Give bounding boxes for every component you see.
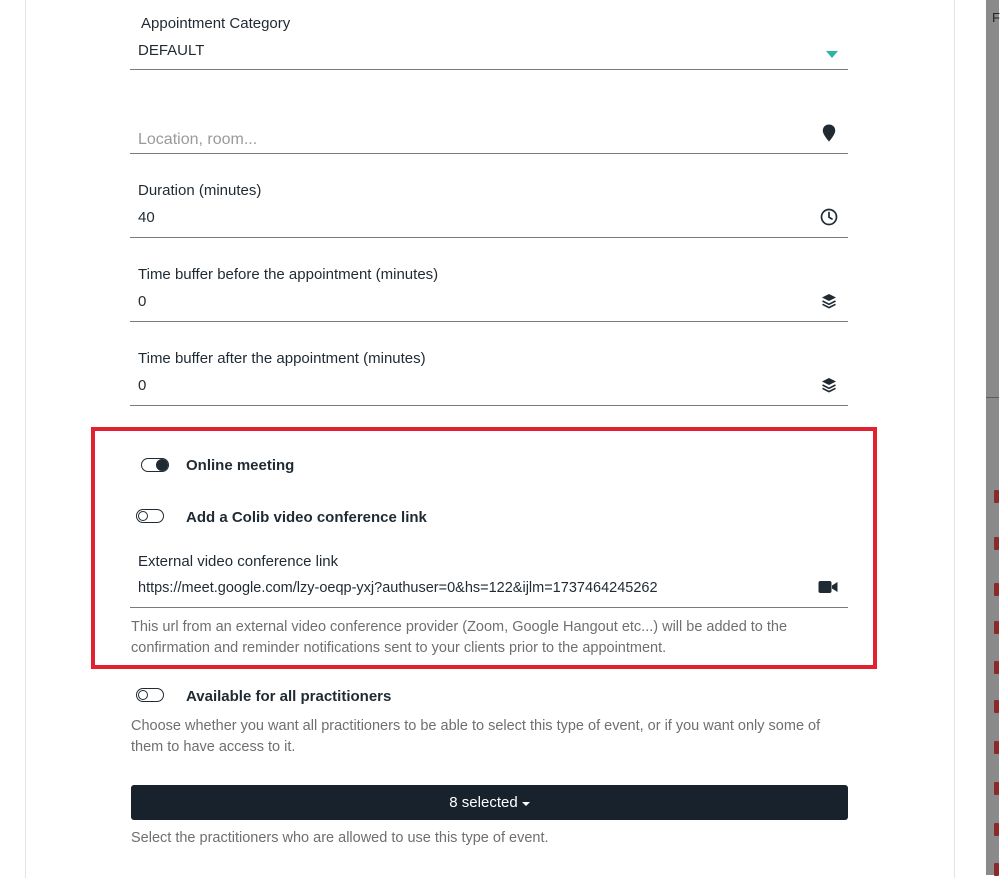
location-field[interactable] <box>130 100 848 154</box>
online-meeting-toggle[interactable] <box>141 458 169 472</box>
toggle-knob <box>138 690 148 700</box>
duration-label: Duration (minutes) <box>138 182 262 199</box>
background-delete-icon <box>994 583 999 596</box>
buffer-after-input[interactable]: 0 <box>138 377 147 394</box>
background-delete-icon <box>994 700 999 713</box>
background-delete-icon <box>994 490 999 503</box>
background-delete-icon <box>994 863 999 876</box>
background-divider <box>986 397 999 398</box>
buffer-before-label: Time buffer before the appointment (minutes) <box>138 266 439 283</box>
clock-icon <box>820 208 838 226</box>
background-delete-icon <box>994 823 999 836</box>
all-practitioners-label: Available for all practitioners <box>186 688 392 705</box>
external-link-help: This url from an external video conference provider (Zoom, Google Hangout etc...) will be added to the confirmation and reminder notifications sent to your clients prior to the appointment. <box>131 619 788 656</box>
background-delete-icon <box>994 621 999 634</box>
external-link-input[interactable]: https://meet.google.com/lzy-oeqp-yxj?authuser=0&hs=122&ijlm=1737464245262 <box>138 580 658 596</box>
colib-link-toggle[interactable] <box>136 509 164 523</box>
practitioners-select-label: 8 selected <box>449 794 518 811</box>
background-edge-glyph: F <box>992 10 1000 25</box>
practitioners-select-help: Select the practitioners who are allowed to use this type of event. <box>131 830 549 846</box>
buffer-after-label: Time buffer after the appointment (minutes) <box>138 350 426 367</box>
toggle-knob <box>156 459 168 471</box>
all-practitioners-toggle[interactable] <box>136 688 164 702</box>
external-link-label: External video conference link <box>138 553 339 570</box>
buffer-before-input[interactable]: 0 <box>138 293 147 310</box>
map-pin-icon <box>820 124 838 142</box>
colib-link-label: Add a Colib video conference link <box>186 509 427 526</box>
all-practitioners-help: Choose whether you want all practitioners to be able to select this type of event, or if you want only some of them to have access to it. <box>131 718 821 755</box>
duration-input[interactable]: 40 <box>138 209 155 226</box>
appointment-category-label: Appointment Category <box>141 15 291 32</box>
buffer-after-field[interactable] <box>130 344 848 406</box>
background-overlay-edge <box>986 0 999 875</box>
layers-icon <box>820 292 838 310</box>
appointment-category-value: DEFAULT <box>138 42 205 59</box>
buffer-before-field[interactable] <box>130 260 848 322</box>
background-delete-icon <box>994 782 999 795</box>
online-meeting-label: Online meeting <box>186 457 295 474</box>
practitioners-select-button[interactable] <box>131 785 848 820</box>
external-link-field[interactable] <box>130 546 848 608</box>
location-input[interactable]: Location, room... <box>138 131 258 148</box>
toggle-knob <box>138 511 148 521</box>
duration-field[interactable] <box>130 176 848 238</box>
background-delete-icon <box>994 661 999 674</box>
video-camera-icon <box>818 578 838 596</box>
caret-down-icon[interactable] <box>826 51 838 58</box>
appointment-category-select[interactable] <box>130 8 848 70</box>
layers-icon <box>820 376 838 394</box>
background-delete-icon <box>994 537 999 550</box>
caret-down-icon <box>522 802 530 806</box>
background-delete-icon <box>994 741 999 754</box>
